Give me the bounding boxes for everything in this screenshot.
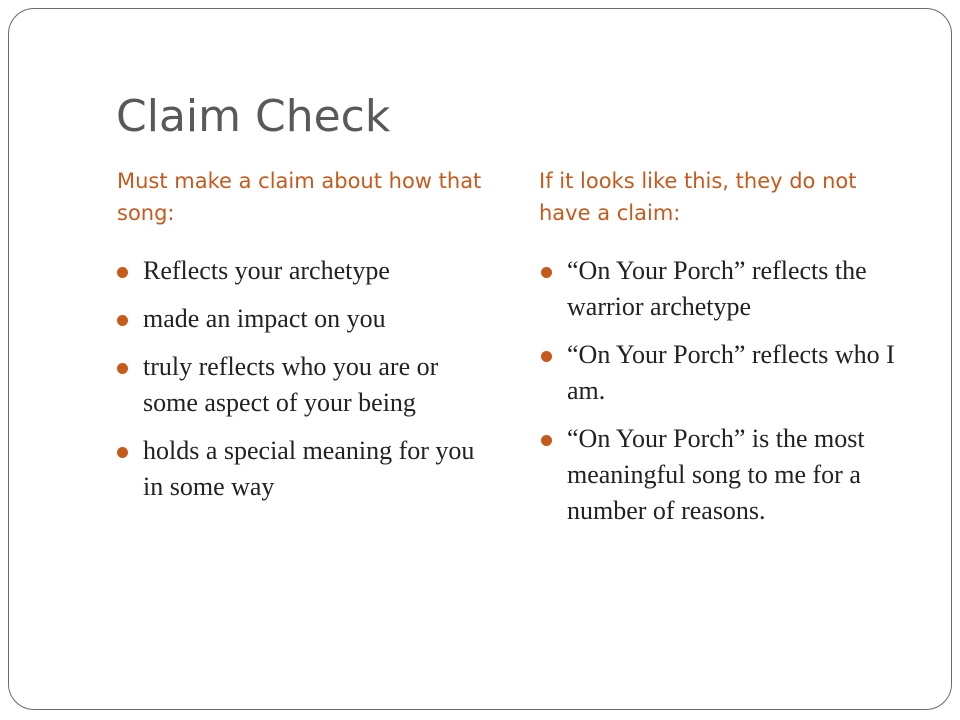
bullet-text: “On Your Porch” reflects who I am.	[567, 340, 895, 405]
bullet-dot-icon	[541, 435, 552, 446]
list-item	[541, 337, 901, 409]
bullet-dot-icon	[117, 315, 128, 326]
list-item	[541, 421, 901, 529]
bullet-dot-icon	[541, 267, 552, 278]
bullet-text: “On Your Porch” is the most meaningful song to me for a number of reasons.	[567, 424, 865, 525]
bullet-text: truly reflects who you are or some aspect of your being	[143, 352, 439, 417]
list-item	[117, 301, 497, 337]
bullet-text: “On Your Porch” reflects the warrior archetype	[567, 256, 867, 321]
list-item	[117, 253, 497, 289]
right-column-heading: If it looks like this, they do not have a claim:	[539, 169, 857, 225]
left-column-heading: Must make a claim about how that song:	[117, 169, 482, 225]
bullet-dot-icon	[541, 351, 552, 362]
left-bullet-list	[117, 253, 497, 517]
bullet-text: made an impact on you	[143, 304, 386, 333]
bullet-text: Reflects your archetype	[143, 256, 390, 285]
list-item	[117, 349, 497, 421]
bullet-dot-icon	[117, 447, 128, 458]
bullet-dot-icon	[117, 363, 128, 374]
list-item	[541, 253, 901, 325]
slide	[8, 8, 952, 710]
right-bullet-list	[541, 253, 901, 541]
slide-title: Claim Check	[116, 91, 391, 142]
list-item	[117, 433, 497, 505]
bullet-dot-icon	[117, 267, 128, 278]
bullet-text: holds a special meaning for you in some way	[143, 436, 475, 501]
